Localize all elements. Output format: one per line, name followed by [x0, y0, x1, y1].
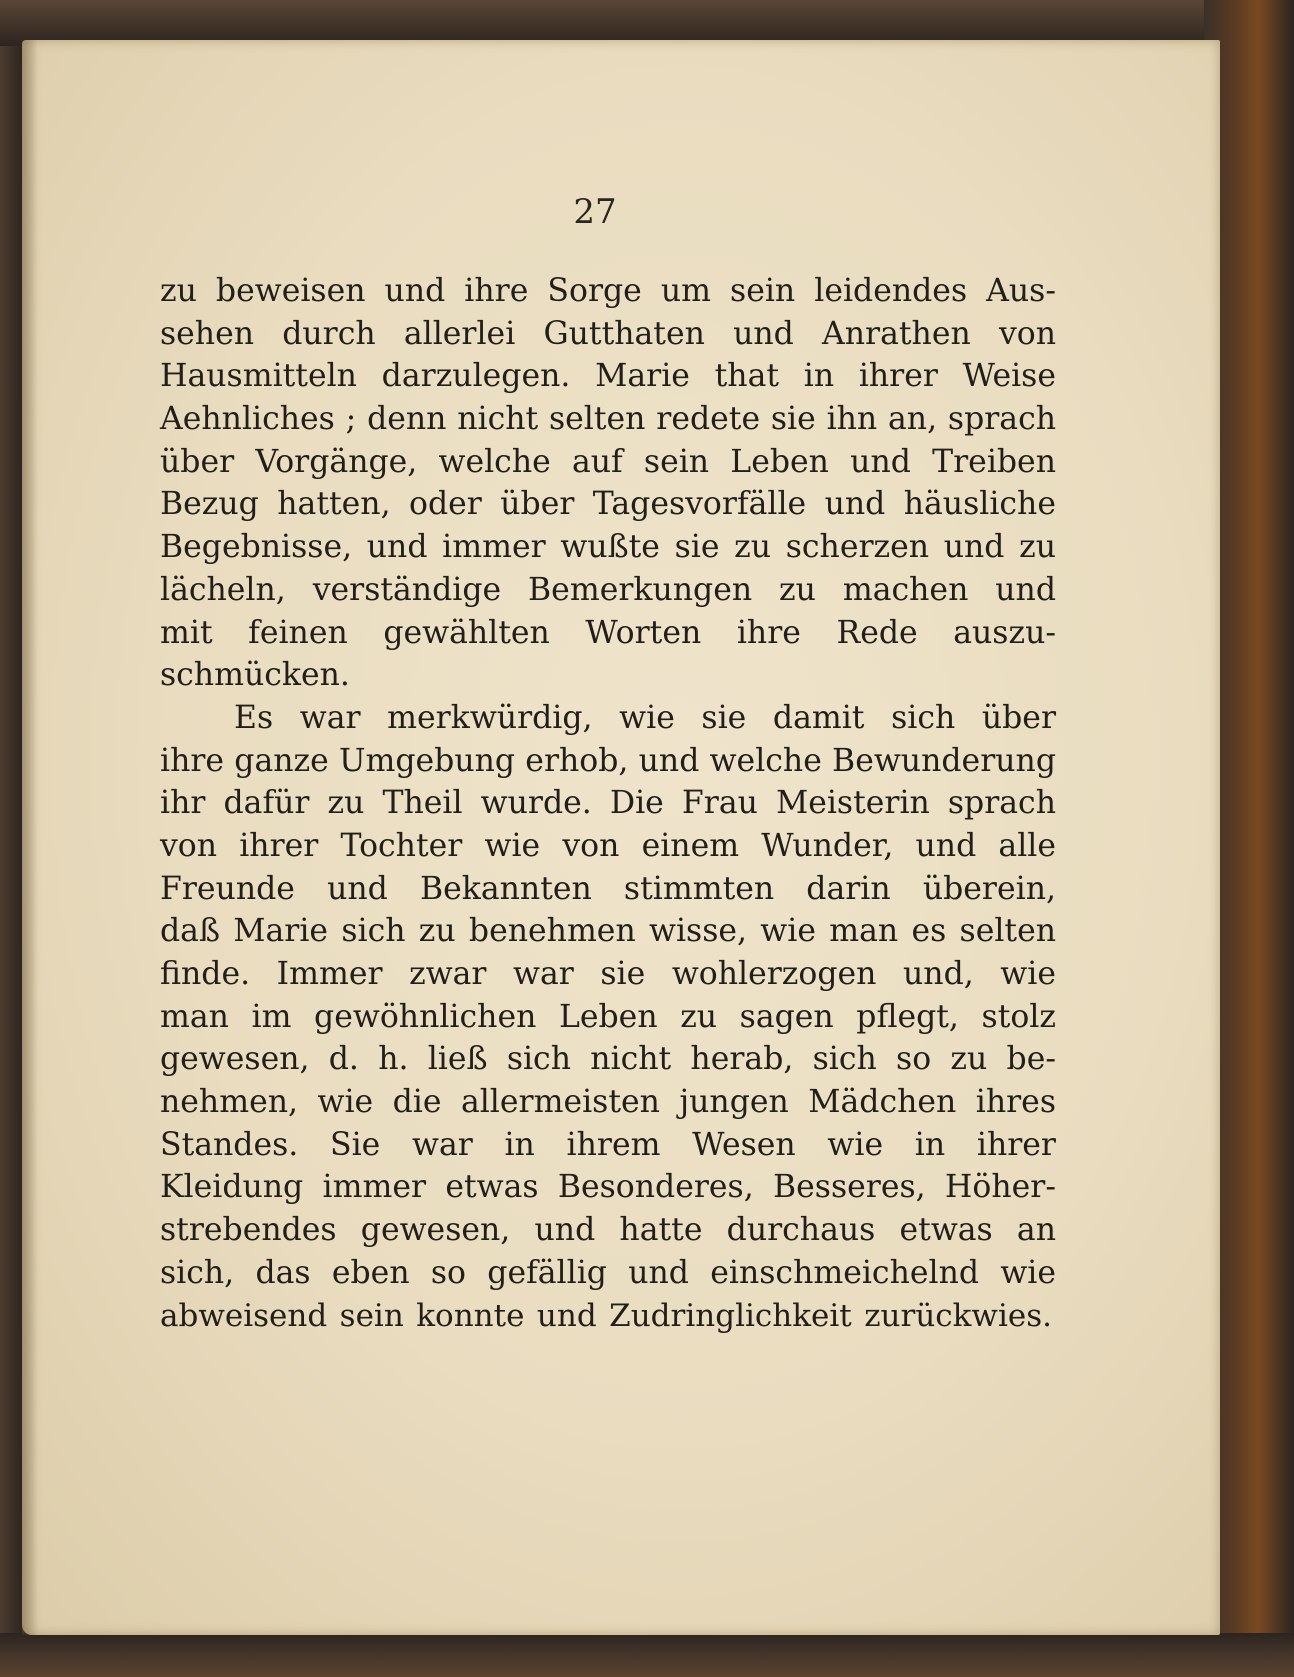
text-line: finde. Immer zwar war sie wohlerzogen und, wie [160, 956, 1056, 992]
text-line: Bezug hatten, oder über Tagesvorfälle und häusliche [160, 486, 1056, 523]
text-line: über Vorgänge, welche auf sein Leben und Treiben [160, 443, 1056, 480]
text-line: Standes. Sie war in ihrem Wesen wie in ihrer [160, 1126, 1056, 1163]
book-cover-bottom-edge [0, 1633, 1294, 1677]
body-text [160, 270, 1056, 1337]
book-cover-left-edge [0, 0, 22, 1677]
text-line: Aehnliches ; denn nicht selten redete sie ihn an, sprach [160, 401, 1056, 438]
text-line: strebendes gewesen, und hatte durchaus etwas an [160, 1212, 1056, 1249]
text-line: ihre ganze Umgebung erhob, und welche Bewunderung [160, 742, 1056, 779]
paragraph-start-line: Es war merkwürdig, wie sie damit sich über [234, 699, 1056, 736]
text-line: Hausmitteln darzulegen. Marie that in ihrer Weise [160, 358, 1056, 395]
text-line: Freunde und Bekannten stimmten darin überein, [160, 870, 1056, 907]
text-line: zu beweisen und ihre Sorge um sein leidendes Aus- [160, 273, 1056, 309]
text-line: von ihrer Tochter wie von einem Wunder, und alle [160, 827, 1056, 864]
text-line: sich, das eben so gefällig und einschmeichelnd wie [160, 1254, 1056, 1291]
page-number: 27 [573, 192, 617, 232]
paragraph-end-line: schmücken. [160, 657, 350, 694]
text-line: lächeln, verständige Bemerkungen zu machen und [160, 571, 1056, 608]
text-line: gewesen, d. h. ließ sich nicht herab, sich so zu be- [160, 1041, 1056, 1078]
text-line: abweisend sein konnte und Zudringlichkeit zurückwies. [160, 1297, 1052, 1334]
text-line: man im gewöhnlichen Leben zu sagen pflegt, stolz [160, 998, 1056, 1035]
text-line: sehen durch allerlei Gutthaten und Anrathen von [160, 315, 1056, 352]
text-line: Begebnisse, und immer wußte sie zu scherzen und zu [160, 529, 1056, 566]
text-line: nehmen, wie die allermeisten jungen Mädchen ihres [160, 1084, 1056, 1121]
text-line: ihr dafür zu Theil wurde. Die Frau Meisterin sprach [160, 785, 1056, 822]
text-line: daß Marie sich zu benehmen wisse, wie man es selten [160, 913, 1056, 950]
spine-shadow [22, 40, 38, 1635]
text-line: Kleidung immer etwas Besonderes, Besseres, Höher- [160, 1169, 1056, 1206]
text-line: mit feinen gewählten Worten ihre Rede auszu- [160, 614, 1056, 651]
